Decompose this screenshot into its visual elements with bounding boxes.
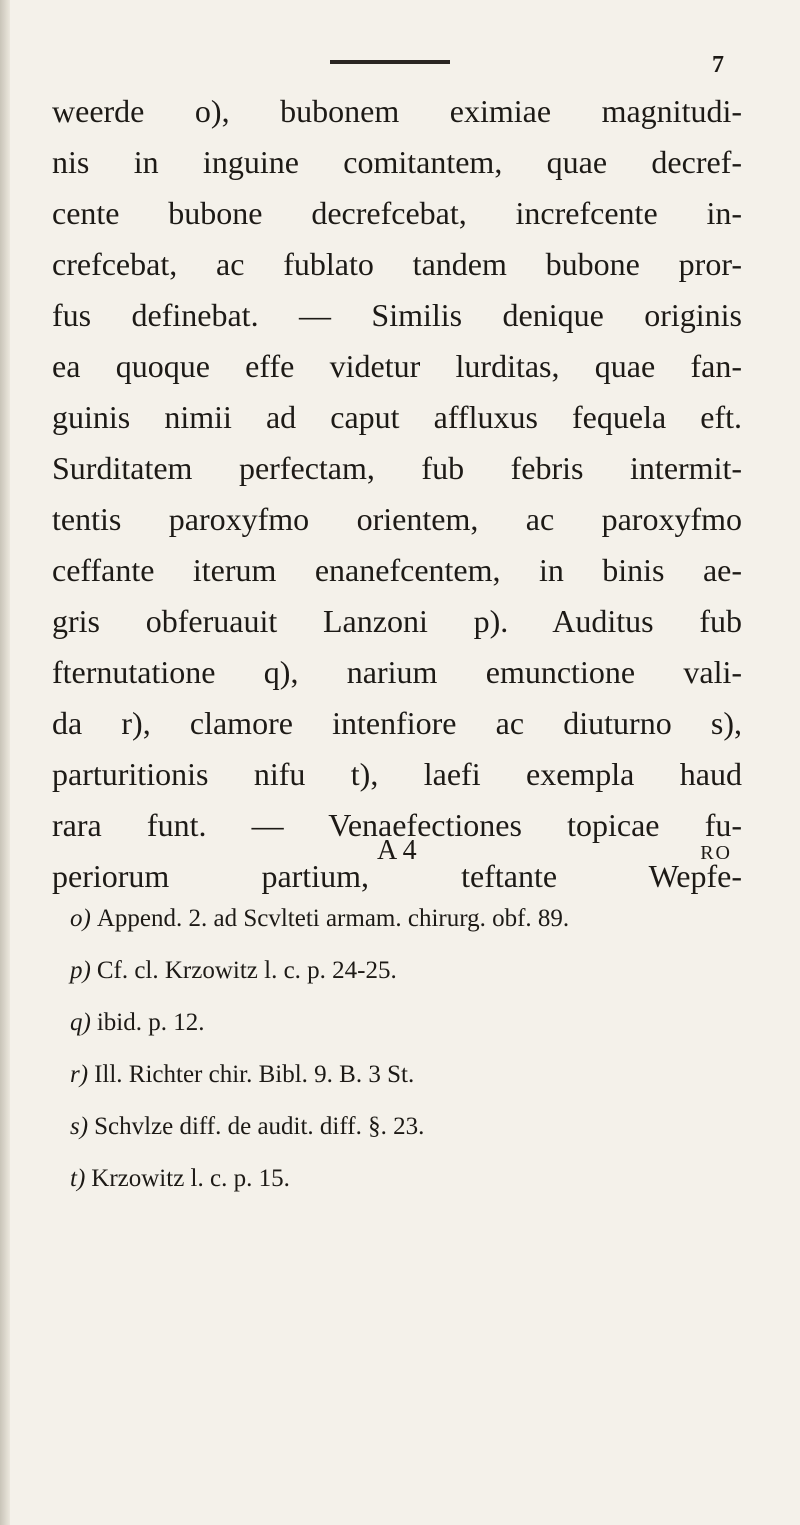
text-line: weerde o), bubonem eximiae magnitudi- xyxy=(52,93,742,129)
text-line: cente bubone decrefcebat, increfcente in- xyxy=(52,195,742,231)
text-line: fternutatione q), narium emunctione vali- xyxy=(52,654,742,690)
text-line: nis in inguine comitantem, quae decref- xyxy=(52,144,742,180)
text-line: da r), clamore intenfiore ac diuturno s), xyxy=(52,705,742,741)
footnote-mark: r) xyxy=(70,1061,89,1088)
footnote-mark: o) xyxy=(70,905,91,932)
catchword: ro xyxy=(700,835,732,866)
footnote-text: Schvlze diff. de audit. diff. §. 23. xyxy=(94,1113,425,1140)
text-line: tentis paroxyfmo orientem, ac paroxyfmo xyxy=(52,501,742,537)
footnote-mark: p) xyxy=(70,957,91,984)
text-line: fus definebat. — Similis denique originis xyxy=(52,297,742,333)
footnote-text: Ill. Richter chir. Bibl. 9. B. 3 St. xyxy=(94,1061,415,1088)
footnote-mark: t) xyxy=(70,1165,86,1192)
footnote xyxy=(70,1108,750,1156)
footnote-mark: q) xyxy=(70,1009,91,1036)
footnote-text: Append. 2. ad Scvlteti armam. chirurg. obf. 89. xyxy=(96,905,570,932)
page-number: 7 xyxy=(712,52,724,78)
footnote xyxy=(70,900,750,948)
text-line: rara funt. — Venaefectiones topicae fu- xyxy=(52,807,742,843)
footnote xyxy=(70,1056,750,1104)
text-line: parturitionis nifu t), laefi exempla haud xyxy=(52,756,742,792)
header-rule xyxy=(330,60,450,64)
page-edge xyxy=(0,0,10,1525)
footnote xyxy=(70,1160,750,1208)
text-line: Surditatem perfectam, fub febris intermit- xyxy=(52,450,742,486)
footnote-mark: s) xyxy=(70,1113,89,1140)
footnote-text: Cf. cl. Krzowitz l. c. p. 24-25. xyxy=(96,957,397,984)
page-foot xyxy=(52,835,742,875)
text-line: periorum partium, teftante Wepfe- xyxy=(52,858,742,894)
signature-mark: A 4 xyxy=(377,835,417,866)
text-line: guinis nimii ad caput affluxus fequela eft. xyxy=(52,399,742,435)
text-line: gris obferuauit Lanzoni p). Auditus fub xyxy=(52,603,742,639)
footnotes xyxy=(70,900,750,1212)
body-text xyxy=(52,86,742,902)
footnote xyxy=(70,1004,750,1052)
footnote xyxy=(70,952,750,1000)
footnote-text: ibid. p. 12. xyxy=(96,1009,205,1036)
text-line: crefcebat, ac fublato tandem bubone pror- xyxy=(52,246,742,282)
text-line: ceffante iterum enanefcentem, in binis ae- xyxy=(52,552,742,588)
footnote-text: Krzowitz l. c. p. 15. xyxy=(91,1165,290,1192)
text-line: ea quoque effe videtur lurditas, quae fan- xyxy=(52,348,742,384)
